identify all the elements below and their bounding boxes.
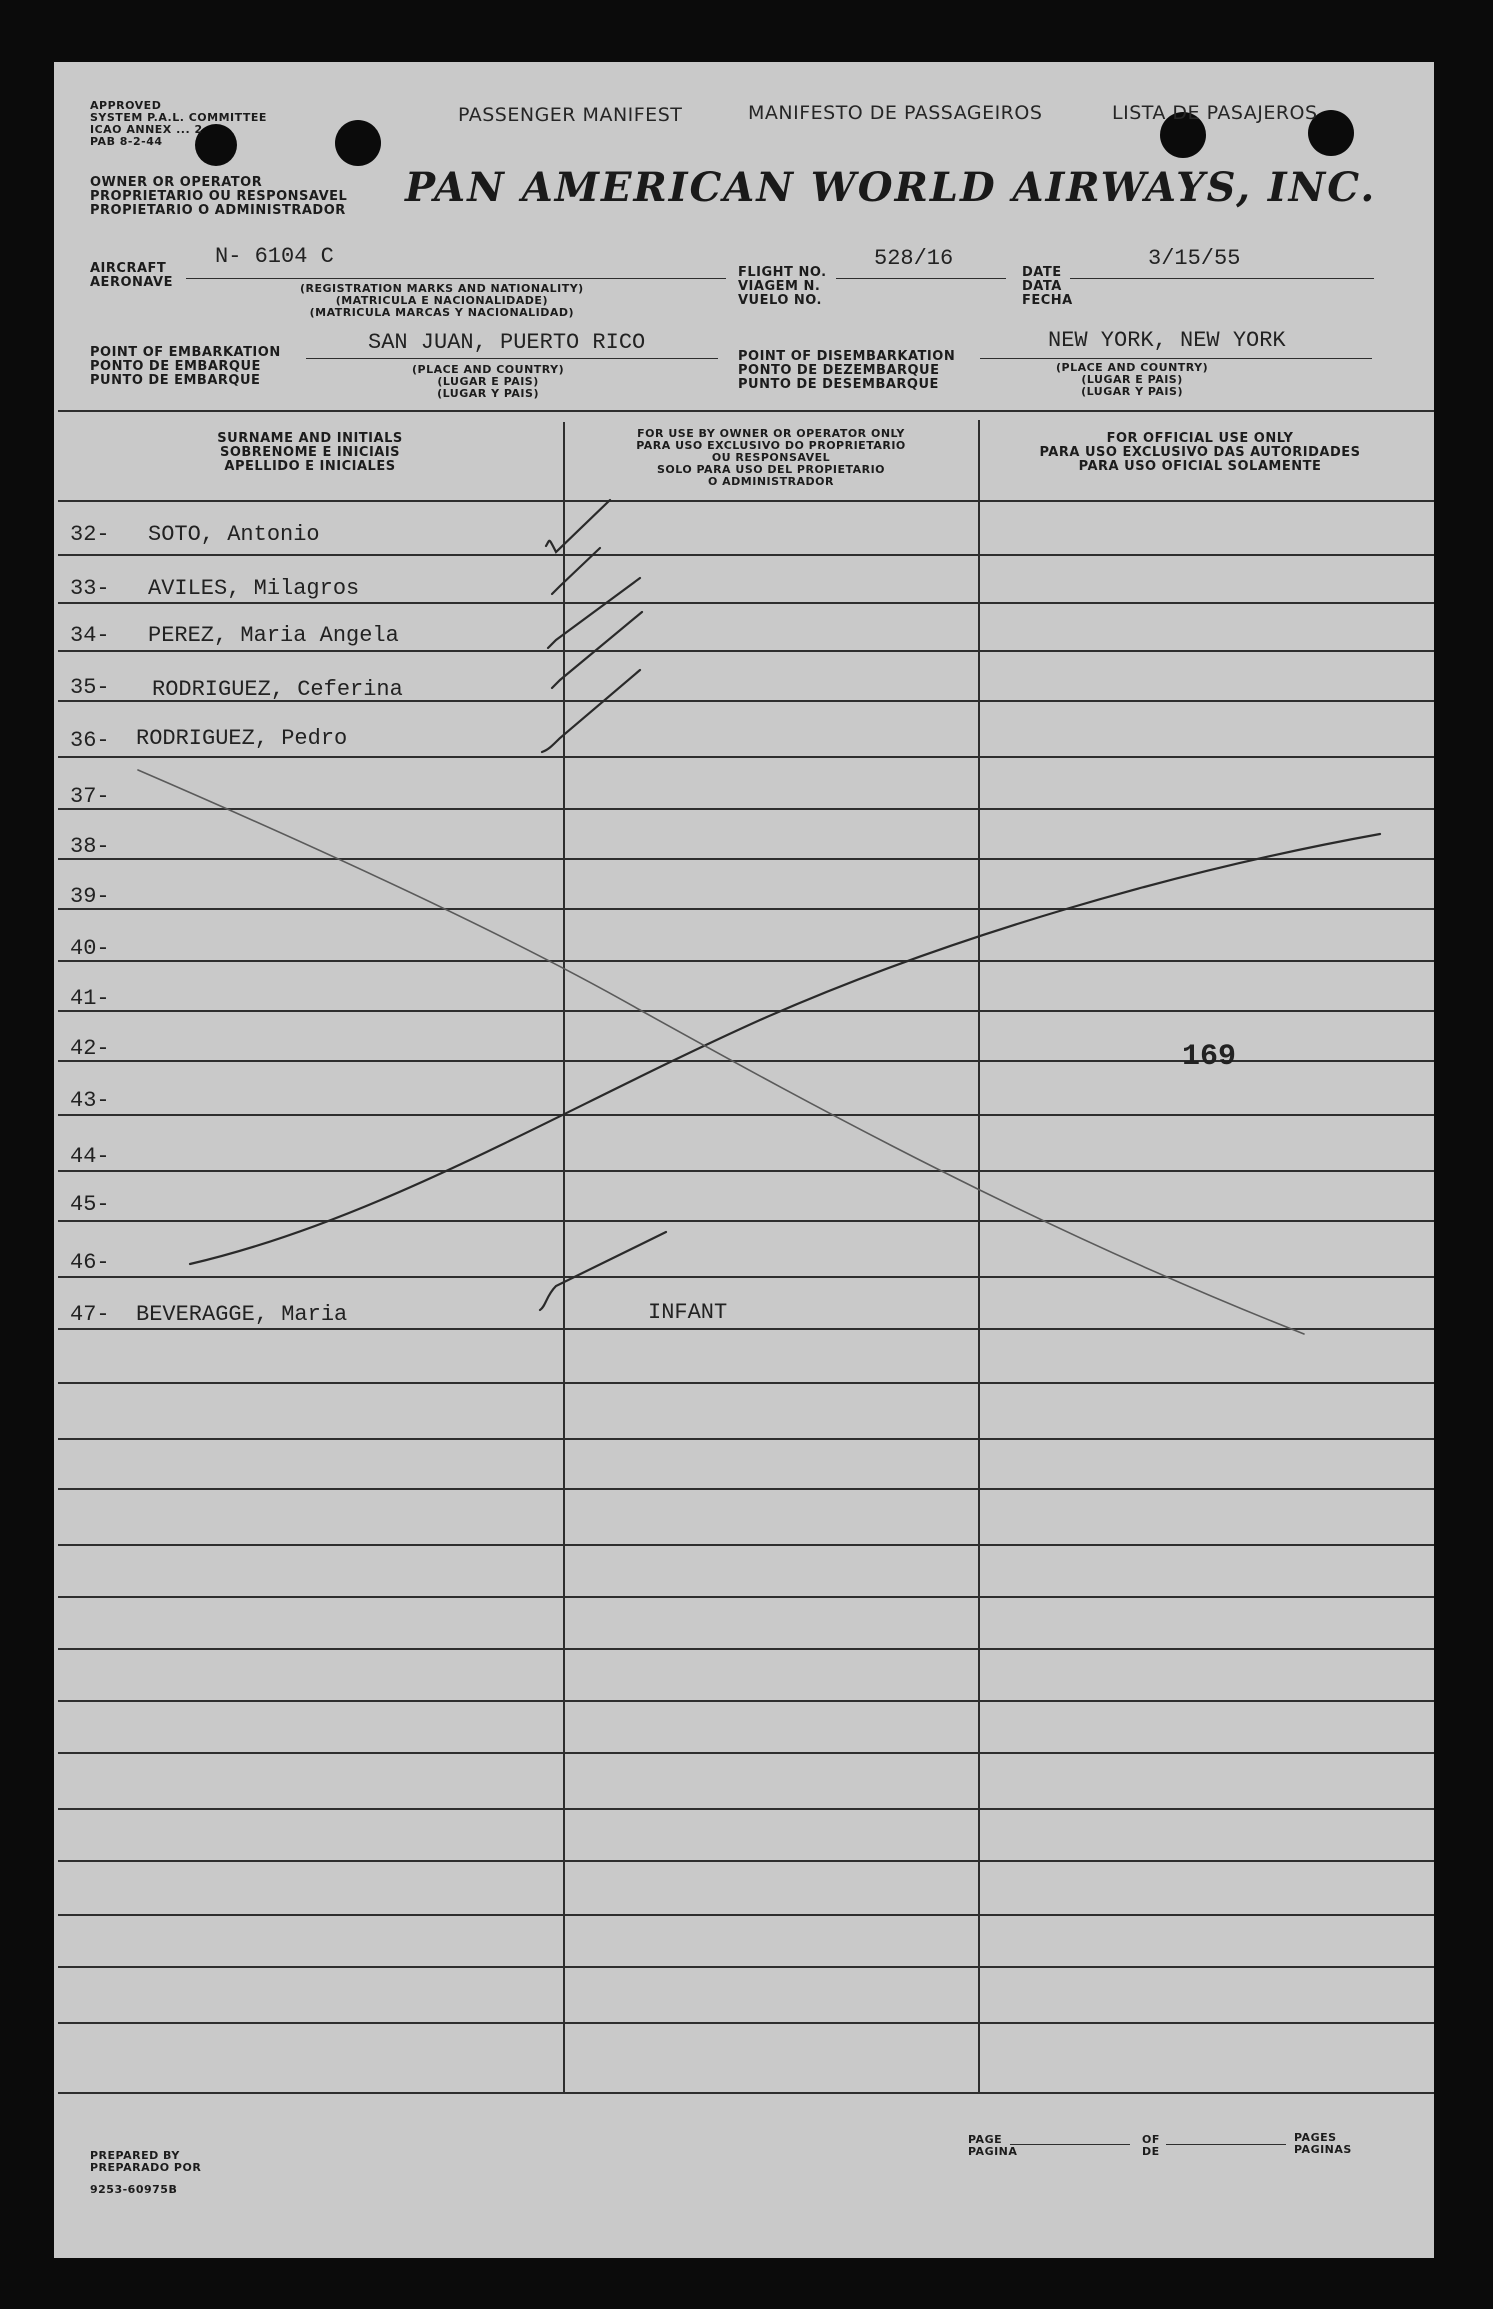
row-number: 36- [70,728,110,753]
passenger-name: PEREZ, Maria Angela [148,623,399,648]
airline-name: PAN AMERICAN WORLD AIRWAYS, INC. [405,164,1377,211]
passenger-name: RODRIGUEZ, Ceferina [152,677,403,702]
page-label: PAGE PAGINA [968,2133,1018,2158]
owner-label: OWNER OR OPERATOR PROPRIETARIO OU RESPONSAVEL PROPIETARIO O ADMINISTRADOR [90,175,348,218]
official-stamp-number: 169 [1182,1040,1237,1074]
row-number: 37- [70,784,110,809]
passenger-name: AVILES, Milagros [148,576,360,601]
disembarkation-value: NEW YORK, NEW YORK [1048,328,1286,353]
embarkation-value: SAN JUAN, PUERTO RICO [368,330,646,355]
aircraft-label: AIRCRAFT AERONAVE [90,261,174,290]
date-value: 3/15/55 [1148,246,1241,271]
row-number: 41- [70,986,110,1011]
prepared-label: PREPARED BY PREPARADO POR [90,2149,202,2174]
row-number: 44- [70,1144,110,1169]
cross-out-line [138,770,1304,1334]
operator-note: INFANT [648,1300,728,1325]
column-header-official: FOR OFFICIAL USE ONLY PARA USO EXCLUSIVO DAS AUTORIDADES PARA USO OFICIAL SOLAMENTE [1039,431,1361,474]
of-label: OF DE [1142,2133,1160,2158]
date-label: DATE DATA FECHA [1022,265,1073,308]
column-header-operator: FOR USE BY OWNER OR OPERATOR ONLY PARA USO EXCLUSIVO DO PROPRIETARIO OU RESPONSAVEL SOLO PARA USO DEL PROPIETARIO O ADMINISTRADOR [636,427,906,488]
row-number: 42- [70,1036,110,1061]
pages-label: PAGES PAGINAS [1294,2131,1352,2156]
disembarkation-label: POINT OF DISEMBARKATION PONTO DE DEZEMBARQUE PUNTO DE DESEMBARQUE [738,349,956,392]
row-number: 46- [70,1250,110,1275]
row-number: 47- [70,1302,110,1327]
row-number: 39- [70,884,110,909]
checkmark [552,612,642,688]
embarkation-sublabel: (PLACE AND COUNTRY) (LUGAR E PAIS) (LUGAR Y PAIS) [412,363,565,400]
cross-out-line [190,834,1380,1264]
checkmark [540,1232,666,1310]
of-underline [1166,2144,1286,2145]
flight-value: 528/16 [874,246,954,271]
flight-label: FLIGHT NO. VIAGEM N. VUELO NO. [738,265,827,308]
aircraft-sublabel: (REGISTRATION MARKS AND NATIONALITY) (MATRICULA E NACIONALIDADE) (MATRICULA MARCAS Y NACIONALIDAD) [300,282,584,319]
passenger-name: RODRIGUEZ, Pedro [136,726,348,751]
page-underline [1010,2144,1130,2145]
approval-block: APPROVED SYSTEM P.A.L. COMMITTEE ICAO ANNEX ... 2 PAB 8-2-44 [90,99,267,148]
checkmark [552,548,600,594]
row-number: 35- [70,675,110,700]
passenger-name: SOTO, Antonio [148,522,320,547]
title-spanish: LISTA DE PASAJEROS [1112,102,1318,124]
row-number: 32- [70,522,110,547]
aircraft-value: N- 6104 C [215,244,334,269]
row-number: 33- [70,576,110,601]
disembarkation-sublabel: (PLACE AND COUNTRY) (LUGAR E PAIS) (LUGAR Y PAIS) [1056,361,1209,398]
row-number: 40- [70,936,110,961]
passenger-name: BEVERAGGE, Maria [136,1302,348,1327]
row-number: 34- [70,623,110,648]
title-portuguese: MANIFESTO DE PASSAGEIROS [748,102,1043,124]
row-number: 43- [70,1088,110,1113]
row-number: 38- [70,834,110,859]
footer-rule [58,2092,1434,2094]
embarkation-label: POINT OF EMBARKATION PONTO DE EMBARQUE PUNTO DE EMBARQUE [90,345,281,388]
column-header-surname: SURNAME AND INITIALS SOBRENOME E INICIAIS APELLIDO E INICIALES [217,431,403,474]
row-number: 45- [70,1192,110,1217]
checkmark [546,500,610,552]
title-english: PASSENGER MANIFEST [458,104,683,126]
checkmark [548,578,640,648]
form-number: 9253-60975B [90,2183,178,2196]
